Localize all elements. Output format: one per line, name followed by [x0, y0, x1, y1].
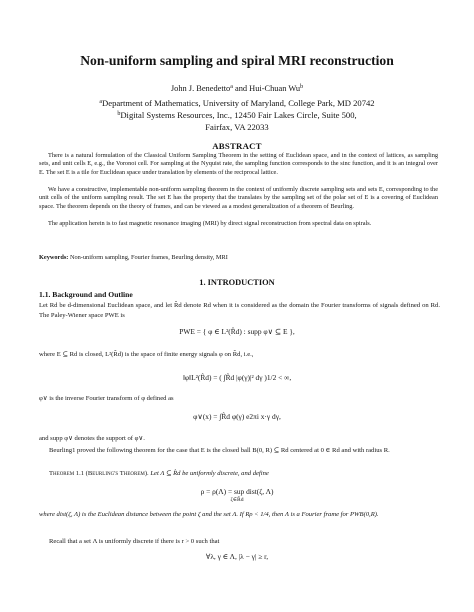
section-heading-introduction: 1. INTRODUCTION — [199, 278, 275, 287]
affiliation-b — [0, 110, 474, 120]
author-1: John J. Benedetto — [170, 84, 231, 93]
theorem-heading: Theorem 1.1 (Beurling's Theorem). — [49, 470, 149, 477]
affiliation-b-line2: Fairfax, VA 22033 — [205, 122, 269, 132]
author-1-sup: a — [230, 84, 233, 90]
equation-paley-wiener: PWE = { φ ∈ L²(R̂d) : supp φ∨ ⊆ E }, — [179, 327, 295, 336]
keywords-label: Keywords: — [39, 254, 69, 261]
intro-paragraph-3: φ∨ is the inverse Fourier transform of φ defined as — [39, 395, 174, 402]
theorem-statement — [39, 469, 440, 479]
intro-paragraph-1: Let Rd be d-dimensional Euclidean space, and let R̂d denote Rd when it is considered as the domain the Fourier transforms of signals defined on Rd. The Paley-Wiener space PWE is — [39, 302, 440, 319]
abstract-paragraph-2: We have a constructive, implementable non-uniform sampling theorem in the context of uniformly discrete sampling sets and sets E, corresponding to the unit cells of the uniform sampling result. The set E has the property that the translates by the sampling set of the polar set of E is a covering of Euclidean space. The theorem depends on the theory of frames, and can be viewed as a modest generalization of a theorem of Beurling. — [39, 186, 438, 210]
intro-paragraph-5: Beurling1 proved the following theorem for the case that E is the closed ball B(0, R) ⊆ Rd centered at 0 ∈ Rd and with radius R. — [49, 447, 390, 454]
paper-title: Non-uniform sampling and spiral MRI reconstruction — [80, 53, 394, 68]
equation-l2-norm: ‖φ‖L²(R̂d) = ( ∫R̂d |φ(γ)|² dγ )1/2 < ∞, — [182, 373, 292, 382]
affiliation-a-sup: a — [99, 99, 103, 105]
equation-uniform-discrete: ∀λ, γ ∈ Λ, |λ − γ| ≥ r, — [205, 552, 269, 561]
author-2-sup: b — [300, 84, 304, 90]
intro-paragraph-4: and supp φ∨ denotes the support of φ∨. — [39, 435, 145, 442]
abstract-heading: ABSTRACT — [212, 141, 262, 151]
author-line — [0, 84, 474, 93]
theorem-text: Let Λ ⊆ R̂d be uniformly discrete, and define — [148, 470, 269, 477]
subsection-heading-background: 1.1. Background and Outline — [39, 290, 133, 299]
equation-rho-subscript: ζ∈R̂d — [230, 497, 244, 503]
intro-paragraph-6: Recall that a set Λ is uniformly discrete if there is r > 0 such that — [49, 538, 220, 545]
author-2: and Hui-Chuan Wu — [232, 84, 301, 93]
affiliation-a-text: Department of Mathematics, University of Maryland, College Park, MD 20742 — [102, 98, 375, 108]
equation-inverse-fourier: φ∨(x) = ∫R̂d φ(γ) e2πi x·γ dγ, — [193, 412, 281, 421]
keywords-line — [39, 254, 438, 262]
affiliation-a — [0, 98, 474, 108]
theorem-condition: where dist(ζ, Λ) is the Euclidean distance between the point ζ and the set Λ. If Rρ < 1/4, then Λ is a Fourier frame for PWB(0,R). — [39, 511, 379, 518]
equation-rho: ρ = ρ(Λ) = sup dist(ζ, Λ) — [200, 487, 274, 496]
abstract-paragraph-1: There is a natural formulation of the Classical Uniform Sampling Theorem in the setting of Euclidean space, and in the context of lattices, as sampling sets, and unit cells E, e.g., the Voronoi cell. For sampling at the Nyquist rate, the sampling function corresponds to the sinc function, and it is an integral over E. The set E is a tile for Euclidean space under translation by elements of the reciprocal lattice. — [39, 152, 438, 176]
affiliation-b-text: Digital Systems Resources, Inc., 12450 Fair Lakes Circle, Suite 500, — [120, 110, 357, 120]
abstract-paragraph-3: The application herein is to fast magnetic resonance imaging (MRI) by direct signal reconstruction from spectral data on spirals. — [48, 220, 372, 227]
keywords-text: Non-uniform sampling, Fourier frames, Beurling density, MRI — [68, 254, 228, 261]
affiliation-b-sup: b — [117, 111, 121, 117]
intro-paragraph-2: where E ⊆ Rd is closed, L²(R̂d) is the space of finite energy signals φ on R̂d, i.e., — [39, 351, 254, 358]
